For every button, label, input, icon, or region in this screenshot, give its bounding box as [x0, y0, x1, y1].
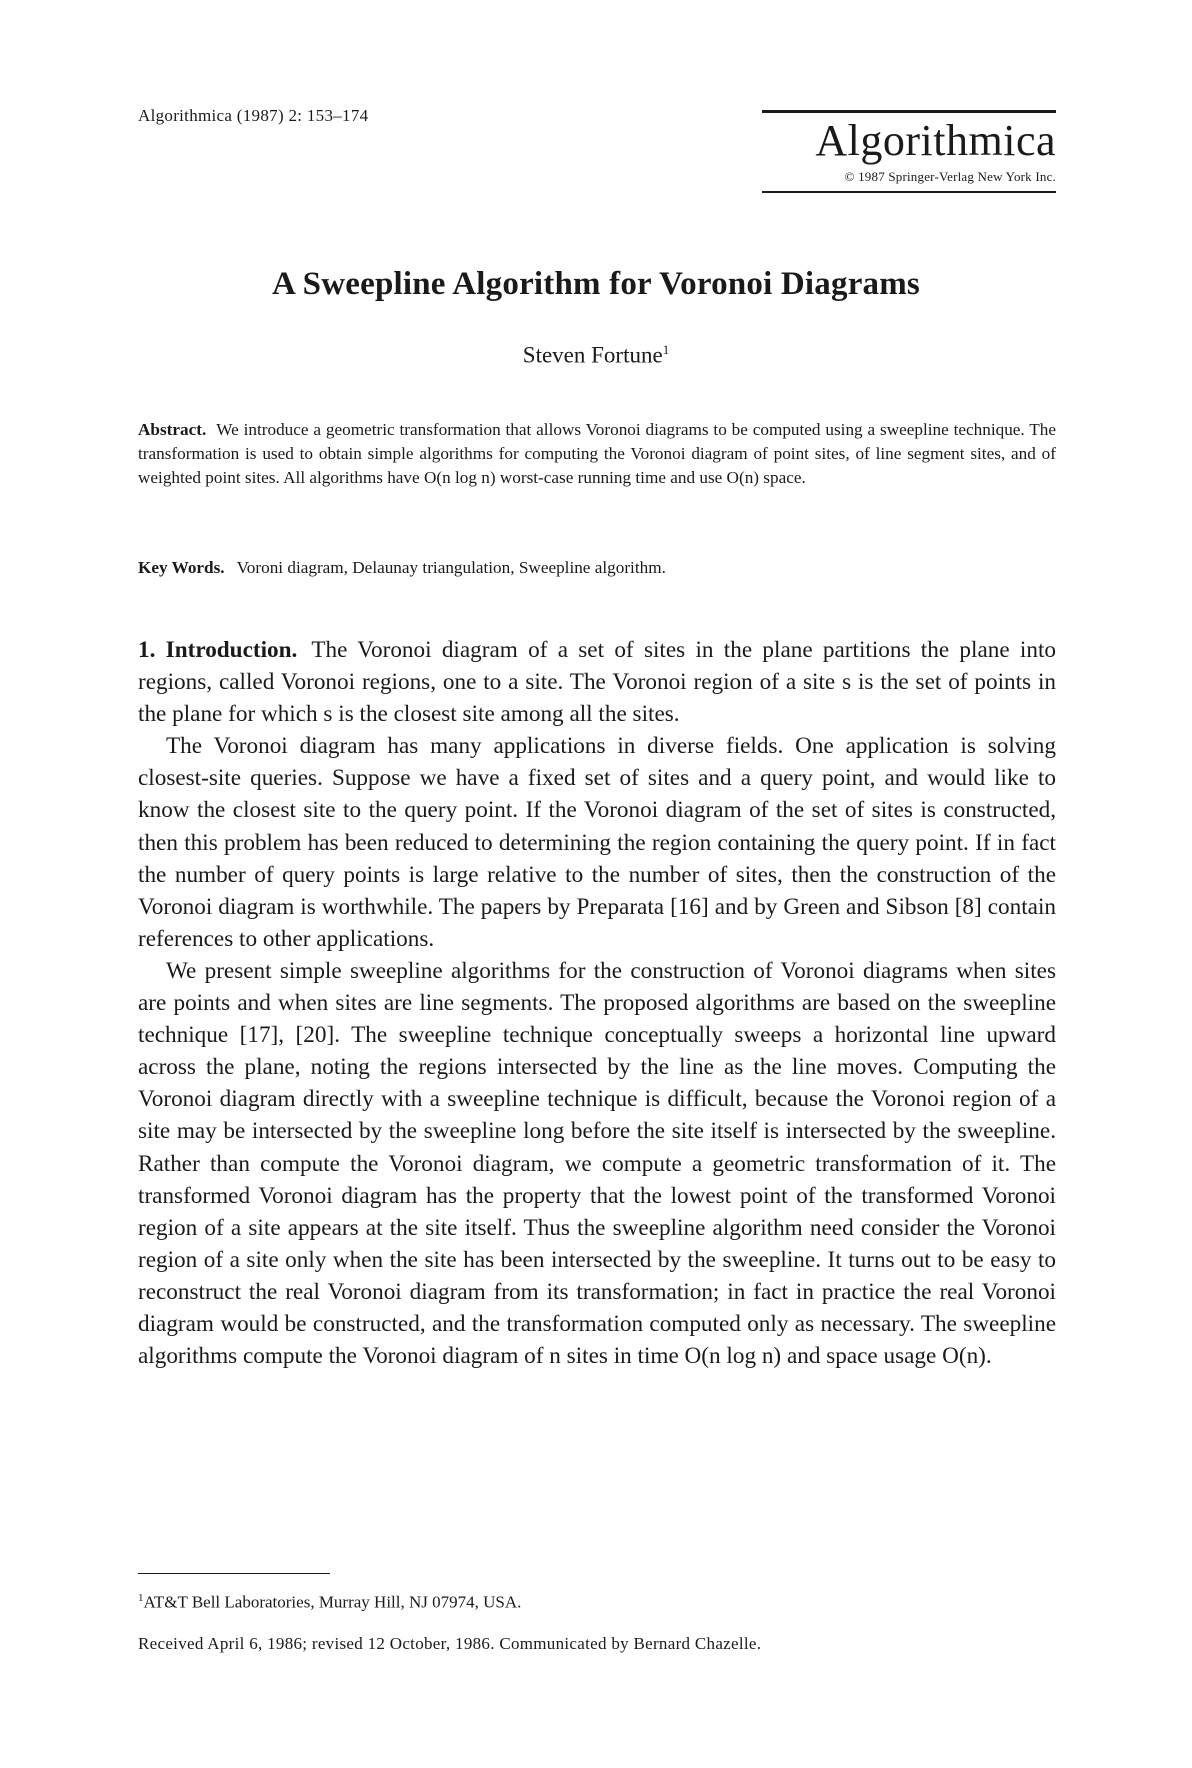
- affiliation-footnote: [138, 1592, 521, 1613]
- masthead-bottom-rule: [762, 191, 1056, 193]
- journal-copyright: © 1987 Springer-Verlag New York Inc.: [844, 169, 1056, 184]
- keywords-label: Key Words.: [138, 558, 225, 577]
- abstract-text: We introduce a geometric transformation that allows Voronoi diagrams to be computed using a sweepline technique. The transformation is used to obtain simple algorithms for computing the Voronoi diagram of point sites, of line segment sites, and of weighted point sites. All algorithms have O(n log n) worst-case running time and use O(n) space.: [138, 420, 1056, 487]
- received-note: Received April 6, 1986; revised 12 October, 1986. Communicated by Bernard Chazelle.: [138, 1634, 762, 1653]
- footnote-rule: [138, 1573, 330, 1574]
- masthead-top-rule: [762, 110, 1056, 113]
- paragraph: We present simple sweepline algorithms for the construction of Voronoi diagrams when sites are points and when sites are line segments. The proposed algorithms are based on the sweepline technique [17], [20]. The sweepline technique conceptually sweeps a horizontal line upward across the plane, noting the regions intersected by the line as the line moves. Computing the Voronoi diagram directly with a sweepline technique is difficult, because the Voronoi region of a site may be intersected by the sweepline long before the site itself is intersected by the sweepline. Rather than compute the Voronoi diagram, we compute a geometric transformation of it. The transformed Voronoi diagram has the property that the lowest point of the transformed Voronoi region of a site appears at the site itself. Thus the sweepline algorithm need consider the Voronoi region of a site only when the site has been intersected by the sweepline. It turns out to be easy to reconstruct the real Voronoi diagram from its transformation; in fact in practice the real Voronoi diagram would be constructed, and the transformation computed only as necessary. The sweepline algorithms compute the Voronoi diagram of n sites in time O(n log n) and space usage O(n).: [138, 957, 1056, 1370]
- paper-title: A Sweepline Algorithm for Voronoi Diagrams: [272, 266, 920, 302]
- paragraph: [138, 634, 1056, 730]
- abstract: [138, 418, 1056, 490]
- journal-citation: Algorithmica (1987) 2: 153–174: [138, 106, 369, 125]
- abstract-label: Abstract.: [138, 420, 207, 439]
- author-name: Steven Fortune: [522, 342, 663, 368]
- paragraph-text: The Voronoi diagram of a set of sites in the plane partitions the plane into regions, called Voronoi regions, one to a site. The Voronoi region of a site s is the set of points in the plane for which s is the closest site among all the sites.: [138, 637, 1056, 728]
- paragraph: The Voronoi diagram has many applications in diverse fields. One application is solving closest-site queries. Suppose we have a fixed set of sites and a query point, and would like to know the closest site to the query point. If the Voronoi diagram of the set of sites is constructed, then this problem has been reduced to determining the region containing the query point. If in fact the number of query points is large relative to the number of sites, then the construction of the Voronoi diagram is worthwhile. The papers by Preparata [16] and by Green and Sibson [8] contain references to other applications.: [138, 733, 1056, 952]
- section-heading: 1. Introduction.: [138, 637, 298, 663]
- footnote-mark: 1: [138, 1592, 144, 1604]
- journal-name: Algorithmica: [815, 116, 1056, 165]
- keywords: [138, 558, 1056, 578]
- keywords-text: Voroni diagram, Delaunay triangulation, Sweepline algorithm.: [236, 558, 666, 577]
- author-footnote-mark: 1: [662, 342, 670, 357]
- affiliation-text: AT&T Bell Laboratories, Murray Hill, NJ 07974, USA.: [143, 1592, 522, 1612]
- journal-masthead: [762, 110, 1056, 193]
- author-line: [0, 342, 1192, 369]
- introduction-section: [138, 634, 1056, 1372]
